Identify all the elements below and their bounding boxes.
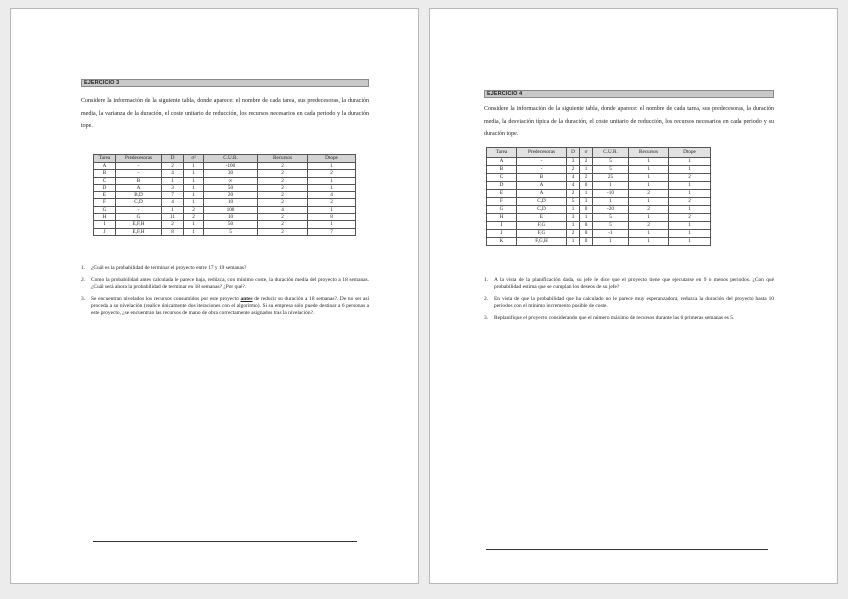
- table-cell: 0: [580, 238, 593, 246]
- table-cell: 1: [184, 163, 204, 170]
- question-text-end: de reducir su duración a 18 semanas?. De no ser así proceda a su nivelación (realice únicamente dos iteraciones con el algoritmo). Si su empresa sólo puede destinar a 6 personas a este proyecto, ¿se encuentran las recursos de mano de obra correctamente asignados tras la nivelación?.: [91, 296, 369, 316]
- question-emphasis: antes: [240, 296, 253, 302]
- table-cell: 2: [258, 221, 308, 228]
- table-cell: 3: [567, 214, 580, 222]
- table-cell: -: [517, 166, 567, 174]
- column-header: C.U.R.: [204, 155, 258, 163]
- table-cell: 2: [258, 184, 308, 191]
- table-cell: 2: [258, 177, 308, 184]
- table-row: [94, 221, 356, 228]
- table-cell: K: [487, 238, 517, 246]
- table-cell: 2: [669, 174, 711, 182]
- page-left: [10, 8, 419, 584]
- exercise-4-intro: Considere la información de la siguiente tabla, donde aparece: el nombre de cada tarea, sus predecesoras, la duración media, la desviación típica de la duración, el coste unitario de reducción, los recursos necesarios en cada periodo y su duración tope.: [484, 106, 774, 137]
- table-cell: 1: [593, 198, 629, 206]
- table-cell: 1: [308, 184, 356, 191]
- column-header: Recursos: [629, 148, 669, 158]
- table-cell: -: [116, 170, 162, 177]
- table-cell: 50: [204, 184, 258, 191]
- table-cell: B: [517, 174, 567, 182]
- table-row: [94, 163, 356, 170]
- column-header: Recursos: [258, 155, 308, 163]
- table-cell: 4: [162, 170, 184, 177]
- question-item: [484, 296, 774, 310]
- table-cell: D: [94, 184, 116, 191]
- table-cell: 8: [308, 214, 356, 221]
- table-row: [94, 206, 356, 213]
- question-number: 3.: [81, 296, 86, 302]
- table-row: [487, 182, 711, 190]
- column-header: Dtope: [669, 148, 711, 158]
- table-cell: 1: [629, 230, 669, 238]
- table-cell: -100: [204, 163, 258, 170]
- table-cell: H: [487, 214, 517, 222]
- table-cell: 2: [567, 166, 580, 174]
- table-cell: 50: [204, 221, 258, 228]
- table-cell: 1: [629, 198, 669, 206]
- table-cell: 4: [258, 206, 308, 213]
- table-cell: 1: [580, 190, 593, 198]
- table-cell: C,D: [116, 199, 162, 206]
- table-row: [94, 214, 356, 221]
- table-cell: 1: [593, 238, 629, 246]
- table-row: [487, 190, 711, 198]
- question-text: En vista de que la probabilidad que ha calculado no le parece muy esperanzadora, reduzca la duración del proyecto hasta 10 periodos con el mínimo incremento posible de coste.: [494, 296, 774, 309]
- table-row: [487, 230, 711, 238]
- question-text: A la vista de la planificación dada, su jefe le dice que el proyecto tiene que ejecutarse en 9 o menos periodos. ¿Con qué probabilidad estima que se cumplan los deseos de su jefe?: [494, 277, 774, 290]
- table-cell: 100: [204, 206, 258, 213]
- table-cell: -: [116, 163, 162, 170]
- question-item: [81, 277, 369, 291]
- table-cell: 1: [580, 214, 593, 222]
- table-cell: -: [116, 206, 162, 213]
- table-cell: 1: [669, 230, 711, 238]
- table-cell: 0: [580, 222, 593, 230]
- table-cell: 1: [184, 221, 204, 228]
- table-cell: 1: [184, 184, 204, 191]
- table-cell: 1: [308, 221, 356, 228]
- table-row: [94, 192, 356, 199]
- table-cell: 4: [162, 199, 184, 206]
- table-cell: 1: [629, 158, 669, 166]
- table-cell: 1: [669, 238, 711, 246]
- table-cell: 2: [567, 230, 580, 238]
- question-item: [484, 315, 774, 322]
- column-header: σ: [580, 148, 593, 158]
- table-cell: 1: [669, 182, 711, 190]
- table-cell: F: [487, 198, 517, 206]
- table-cell: 3: [567, 158, 580, 166]
- table-cell: 1: [162, 206, 184, 213]
- table-cell: 2: [629, 222, 669, 230]
- table-cell: 1: [629, 182, 669, 190]
- table-cell: 8: [162, 228, 184, 235]
- table-cell: 5: [593, 214, 629, 222]
- table-row: [487, 206, 711, 214]
- exercise-3-questions: [81, 265, 369, 322]
- table-cell: 1: [669, 158, 711, 166]
- table-cell: 2: [669, 198, 711, 206]
- table-cell: 4: [567, 182, 580, 190]
- table-cell: 4: [567, 174, 580, 182]
- table-cell: A: [487, 158, 517, 166]
- table-cell: E: [487, 190, 517, 198]
- table-cell: 1: [629, 166, 669, 174]
- column-header: C.U.R.: [593, 148, 629, 158]
- table-cell: 1: [669, 206, 711, 214]
- exercise-4-table: [486, 147, 711, 246]
- table-cell: B: [116, 177, 162, 184]
- question-text: Como la probabilidad antes calculada le parece baja, redúzca, con mínimo coste, la duración media del proyecto a 18 semanas. ¿Cuál será ahora la probabilidad de terminar en 18 semanas? ¿Por qué?.: [91, 277, 369, 290]
- table-cell: 2: [258, 214, 308, 221]
- table-cell: E,F,H: [116, 221, 162, 228]
- footer-rule: [93, 541, 357, 542]
- question-number: 3.: [484, 315, 489, 321]
- table-cell: 1: [567, 222, 580, 230]
- table-cell: 0: [580, 206, 593, 214]
- page-right: [429, 8, 838, 584]
- table-row: [487, 238, 711, 246]
- table-cell: J: [487, 230, 517, 238]
- question-number: 1.: [484, 277, 489, 283]
- table-cell: ∞: [204, 177, 258, 184]
- table-cell: F,G: [517, 230, 567, 238]
- table-cell: B,D: [116, 192, 162, 199]
- table-cell: 1: [308, 177, 356, 184]
- table-cell: 1: [567, 206, 580, 214]
- table-cell: 7: [162, 192, 184, 199]
- table-cell: 1: [567, 238, 580, 246]
- exercise-3-intro: Considere la información de la siguiente tabla, donde aparece: el nombre de cada tarea, sus predecesoras, la duración media, la varianza de la duración, el coste unitario de reducción, los recursos necesarios en cada periodo y la duración tope.: [81, 98, 369, 129]
- column-header: Predecesoras: [517, 148, 567, 158]
- column-header: D: [567, 148, 580, 158]
- column-header: Tarea: [94, 155, 116, 163]
- footer-rule: [486, 549, 768, 550]
- table-cell: 2: [629, 206, 669, 214]
- table-cell: A: [517, 190, 567, 198]
- column-header: σ²: [184, 155, 204, 163]
- table-cell: 10: [204, 199, 258, 206]
- table-cell: 2: [184, 214, 204, 221]
- question-text-start: Se encuentran nivelados los recursos consumidos por este proyecto: [91, 296, 241, 302]
- table-cell: 1: [629, 174, 669, 182]
- table-cell: 2: [258, 163, 308, 170]
- column-header: Tarea: [487, 148, 517, 158]
- table-cell: 1: [184, 228, 204, 235]
- table-cell: E,F,H: [116, 228, 162, 235]
- table-cell: J: [94, 228, 116, 235]
- table-cell: C,D: [517, 206, 567, 214]
- table-cell: I: [487, 222, 517, 230]
- table-cell: 2: [629, 190, 669, 198]
- question-number: 1.: [81, 265, 86, 271]
- table-cell: 1: [184, 170, 204, 177]
- table-cell: B: [487, 166, 517, 174]
- table-cell: G: [487, 206, 517, 214]
- table-cell: C,D: [517, 198, 567, 206]
- exercise-4-heading: EJERCICIO 4: [484, 90, 774, 98]
- table-cell: E: [517, 214, 567, 222]
- table-cell: 1: [162, 177, 184, 184]
- table-cell: 1: [669, 166, 711, 174]
- table-row: [487, 174, 711, 182]
- table-cell: 5: [567, 198, 580, 206]
- question-text: Replanifique el proyecto considerando que el número máximo de recursos durante las 6 primeras semanas es 5.: [494, 315, 735, 321]
- table-cell: 2: [162, 163, 184, 170]
- table-cell: F: [94, 199, 116, 206]
- table-cell: 30: [204, 170, 258, 177]
- question-item: [484, 277, 774, 291]
- table-cell: 1: [308, 206, 356, 213]
- table-cell: 11: [162, 214, 184, 221]
- table-cell: C: [487, 174, 517, 182]
- table-cell: -: [517, 158, 567, 166]
- table-cell: A: [94, 163, 116, 170]
- table-row: [487, 158, 711, 166]
- table-cell: 4: [308, 192, 356, 199]
- table-cell: 0: [580, 230, 593, 238]
- table-cell: 2: [258, 192, 308, 199]
- table-cell: 2: [580, 158, 593, 166]
- table-cell: A: [116, 184, 162, 191]
- table-cell: -10: [593, 190, 629, 198]
- table-header-row: [487, 148, 711, 158]
- table-cell: 1: [184, 192, 204, 199]
- table-cell: 2: [580, 174, 593, 182]
- table-cell: H: [94, 214, 116, 221]
- table-cell: 1: [669, 222, 711, 230]
- table-cell: 2: [258, 170, 308, 177]
- table-cell: D: [487, 182, 517, 190]
- table-cell: I: [94, 221, 116, 228]
- exercise-4-questions: [484, 277, 774, 327]
- table-cell: 25: [593, 174, 629, 182]
- table-cell: 2: [184, 206, 204, 213]
- table-cell: 0: [580, 182, 593, 190]
- table-row: [487, 166, 711, 174]
- table-row: [94, 170, 356, 177]
- table-cell: 1: [669, 190, 711, 198]
- table-cell: E: [94, 192, 116, 199]
- table-cell: 1: [580, 166, 593, 174]
- table-cell: F,G,H: [517, 238, 567, 246]
- table-row: [94, 184, 356, 191]
- table-cell: G: [116, 214, 162, 221]
- table-cell: F,G: [517, 222, 567, 230]
- table-cell: -1: [593, 230, 629, 238]
- table-cell: 1: [593, 182, 629, 190]
- table-cell: 1: [629, 214, 669, 222]
- table-row: [94, 177, 356, 184]
- question-text: ¿Cuál es la probabilidad de terminar el proyecto entre 17 y 19 semanas?: [91, 265, 247, 271]
- table-cell: 2: [258, 228, 308, 235]
- table-cell: 5: [204, 228, 258, 235]
- table-row: [94, 199, 356, 206]
- question-number: 2.: [81, 277, 86, 283]
- table-cell: 1: [184, 199, 204, 206]
- table-cell: C: [94, 177, 116, 184]
- question-item: [81, 296, 369, 317]
- table-cell: 2: [567, 190, 580, 198]
- table-cell: 1: [308, 163, 356, 170]
- exercise-3-heading: EJERCICIO 3: [81, 79, 369, 87]
- table-cell: 3: [162, 184, 184, 191]
- table-cell: A: [517, 182, 567, 190]
- question-item: [81, 265, 369, 272]
- table-cell: B: [94, 170, 116, 177]
- table-cell: 2: [162, 221, 184, 228]
- table-cell: 5: [593, 158, 629, 166]
- column-header: Predecesoras: [116, 155, 162, 163]
- table-row: [94, 228, 356, 235]
- exercise-3-table: [93, 154, 356, 236]
- table-cell: 5: [593, 222, 629, 230]
- column-header: D: [162, 155, 184, 163]
- table-cell: 1: [629, 238, 669, 246]
- question-number: 2.: [484, 296, 489, 302]
- table-cell: 2: [308, 170, 356, 177]
- table-header-row: [94, 155, 356, 163]
- table-cell: 7: [308, 228, 356, 235]
- table-cell: 2: [308, 199, 356, 206]
- table-cell: 1: [184, 177, 204, 184]
- table-row: [487, 222, 711, 230]
- table-cell: 10: [204, 214, 258, 221]
- table-cell: 3: [580, 198, 593, 206]
- table-cell: 2: [669, 214, 711, 222]
- table-cell: 5: [593, 166, 629, 174]
- table-cell: 2: [258, 199, 308, 206]
- table-cell: -20: [593, 206, 629, 214]
- table-cell: 20: [204, 192, 258, 199]
- column-header: Dtope: [308, 155, 356, 163]
- table-row: [487, 214, 711, 222]
- table-row: [487, 198, 711, 206]
- table-cell: G: [94, 206, 116, 213]
